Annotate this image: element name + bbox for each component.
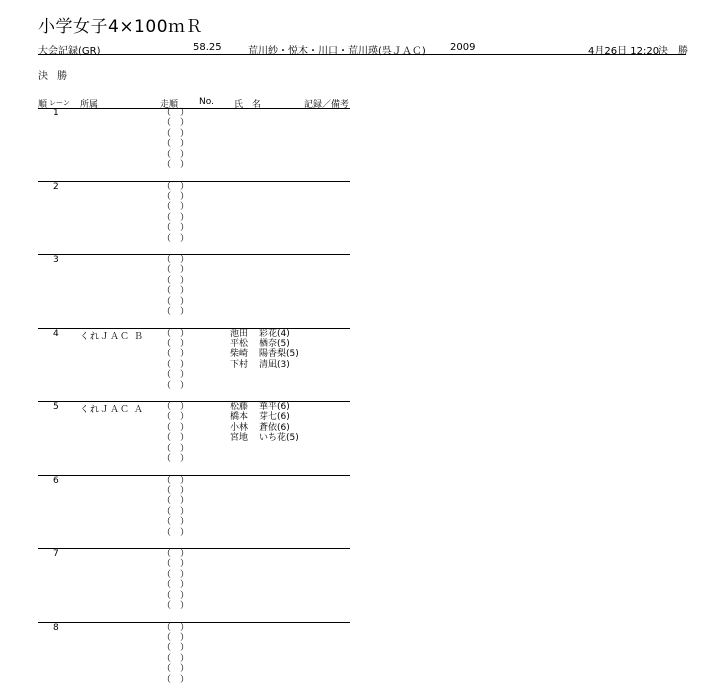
- order-slot: （ ）: [162, 265, 190, 276]
- order-slot: （ ）: [162, 359, 190, 370]
- runner-given-name: 彩花(4): [259, 328, 290, 339]
- runner-surname: 柴崎: [230, 349, 249, 360]
- runner-given-name: 楢奈(5): [259, 338, 290, 349]
- header-order: 走順: [160, 100, 179, 110]
- header-affiliation: 所属: [80, 100, 99, 110]
- order-slot: （ ）: [162, 202, 190, 213]
- order-slot: （ ）: [162, 139, 190, 150]
- order-slots: [162, 182, 189, 244]
- order-slot: （ ）: [162, 569, 190, 580]
- order-slot: （ ）: [162, 664, 190, 675]
- order-slot: （ ）: [162, 559, 190, 570]
- order-slot: （ ）: [162, 160, 190, 171]
- runner-surname: 宮地: [230, 433, 249, 444]
- order-slot: （ ）: [162, 580, 190, 591]
- header-rank: 順: [38, 100, 48, 110]
- runner-surname: 松藤: [230, 402, 249, 412]
- runner-name: [230, 349, 299, 359]
- lane-block: [38, 475, 350, 549]
- header-record: 記録／備考: [304, 100, 350, 110]
- order-slot: （ ）: [162, 223, 190, 234]
- order-slot: （ ）: [162, 296, 190, 307]
- order-slot: （ ）: [162, 191, 190, 202]
- order-slot: （ ）: [162, 380, 190, 391]
- lane-block: [38, 254, 350, 328]
- order-slot: （ ）: [162, 496, 190, 507]
- runner-list: [230, 402, 299, 444]
- header-lane: レーン: [49, 99, 70, 107]
- runner-surname: 池田: [230, 328, 249, 339]
- order-slot: （ ）: [162, 402, 190, 412]
- order-slot: （ ）: [162, 527, 190, 538]
- order-slot: （ ）: [162, 632, 190, 643]
- order-slots: [162, 623, 189, 685]
- order-slot: （ ）: [162, 149, 190, 160]
- team-name: くれＪＡＣ Ａ: [80, 405, 144, 415]
- runner-given-name: いち花(5): [259, 433, 299, 444]
- header-name: 氏 名: [234, 100, 262, 110]
- order-slot: （ ）: [162, 433, 190, 444]
- order-slots: [162, 108, 189, 170]
- runner-name: [230, 360, 299, 370]
- order-slot: （ ）: [162, 275, 190, 286]
- lane-block: [38, 328, 350, 402]
- runner-list: [230, 329, 299, 371]
- event-datetime: 4月26日 12:20: [588, 46, 660, 57]
- row-divider: [38, 475, 350, 476]
- order-slot: （ ）: [162, 286, 190, 297]
- runner-surname: 橋本: [230, 412, 249, 423]
- order-slot: （ ）: [162, 108, 190, 118]
- row-divider: [38, 622, 350, 623]
- order-slot: （ ）: [162, 643, 190, 654]
- lane-number: 7: [53, 549, 59, 559]
- order-slot: （ ）: [162, 506, 190, 517]
- order-slot: （ ）: [162, 212, 190, 223]
- row-divider: [38, 254, 350, 255]
- order-slot: （ ）: [162, 549, 190, 559]
- record-year: 2009: [450, 42, 476, 53]
- order-slots: [162, 329, 189, 391]
- runner-name: [230, 339, 299, 349]
- team-name: くれＪＡＣ Ｂ: [80, 331, 144, 342]
- order-slot: （ ）: [162, 485, 190, 496]
- runner-given-name: 華平(6): [259, 402, 290, 412]
- record-holders: 荒川紗・悦木・川口・荒川瑛(呉ＪＡＣ): [248, 46, 426, 57]
- order-slots: [162, 549, 189, 611]
- order-slot: （ ）: [162, 255, 190, 265]
- record-label: 大会記録(GR): [38, 46, 101, 57]
- lane-block: [38, 401, 350, 475]
- record-time: 58.25: [193, 42, 222, 53]
- order-slot: （ ）: [162, 181, 190, 192]
- runner-name: [230, 433, 299, 443]
- order-slots: [162, 402, 189, 464]
- lane-number: 6: [53, 475, 59, 486]
- row-divider: [38, 181, 350, 182]
- order-slot: （ ）: [162, 517, 190, 528]
- order-slot: （ ）: [162, 653, 190, 664]
- event-round: 決 勝: [658, 46, 688, 57]
- lane-number: 2: [53, 181, 59, 192]
- lane-number: 3: [53, 255, 59, 265]
- order-slot: （ ）: [162, 328, 190, 339]
- order-slot: （ ）: [162, 674, 190, 685]
- runner-given-name: 芽七(6): [259, 412, 290, 423]
- order-slot: （ ）: [162, 307, 190, 318]
- header-no: No.: [199, 97, 214, 107]
- order-slot: （ ）: [162, 422, 190, 433]
- lane-block: [38, 548, 350, 622]
- order-slot: （ ）: [162, 349, 190, 360]
- lane-block: [38, 181, 350, 255]
- order-slot: （ ）: [162, 338, 190, 349]
- lane-number: 5: [53, 402, 59, 412]
- order-slot: （ ）: [162, 118, 190, 129]
- meet-record-line: [38, 42, 686, 55]
- order-slot: （ ）: [162, 233, 190, 244]
- lane-number: 1: [53, 108, 59, 118]
- order-slot: （ ）: [162, 601, 190, 612]
- order-slot: （ ）: [162, 475, 190, 486]
- runner-given-name: 蒼依(6): [259, 422, 290, 433]
- order-slot: （ ）: [162, 590, 190, 601]
- order-slot: （ ）: [162, 370, 190, 381]
- order-slot: （ ）: [162, 128, 190, 139]
- order-slot: （ ）: [162, 443, 190, 454]
- order-slots: [162, 476, 189, 538]
- runner-surname: 下村: [230, 359, 249, 370]
- lane-number: 8: [53, 622, 59, 633]
- lane-number: 4: [53, 328, 59, 339]
- runner-name: [230, 412, 299, 422]
- runner-surname: 平松: [230, 338, 249, 349]
- runner-surname: 小林: [230, 422, 249, 433]
- lane-block: [38, 622, 350, 696]
- runner-given-name: 陽香梨(5): [259, 349, 299, 360]
- page-title: 小学女子4×100ｍＲ: [38, 17, 204, 37]
- order-slot: （ ）: [162, 454, 190, 465]
- order-slot: （ ）: [162, 622, 190, 633]
- row-divider: [38, 548, 350, 549]
- runner-name: [230, 402, 299, 412]
- order-slot: （ ）: [162, 412, 190, 423]
- runner-name: [230, 423, 299, 433]
- section-heading: 決 勝: [38, 71, 71, 82]
- order-slots: [162, 255, 189, 317]
- runner-given-name: 清凪(3): [259, 359, 290, 370]
- runner-name: [230, 329, 299, 339]
- lane-block: [38, 107, 350, 181]
